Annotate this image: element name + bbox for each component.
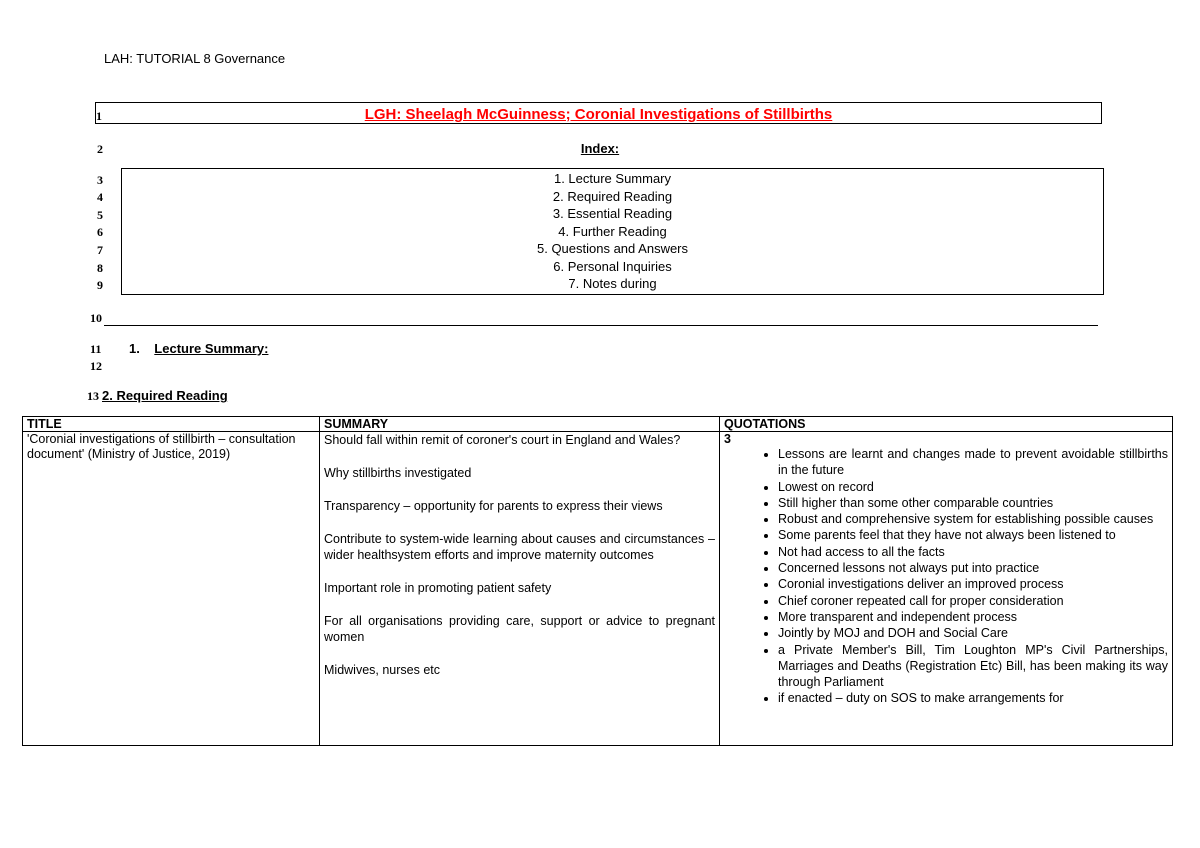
required-reading-table (22, 416, 1173, 746)
title-box (95, 102, 1102, 124)
section-required-reading (102, 388, 228, 403)
quotation-item: • Coronial investigations deliver an improved process (778, 576, 1168, 592)
line-number: 5 (97, 208, 103, 222)
quotation-item: • Chief coroner repeated call for proper consideration (778, 593, 1168, 609)
quotation-item: • Not had access to all the facts (778, 544, 1168, 560)
line-number: 10 (90, 311, 102, 325)
line-number: 3 (97, 173, 103, 187)
quotation-item: • Concerned lessons not always put into practice (778, 560, 1168, 576)
quotations-list (724, 446, 1168, 707)
index-item: 1. Lecture Summary (553, 171, 672, 186)
index-item: 3. Essential Reading (552, 206, 673, 221)
quotation-item: • Still higher than some other comparable countries (778, 495, 1168, 511)
quotation-item: • Lowest on record (778, 479, 1168, 495)
table-header-row (23, 417, 1173, 432)
table-row (23, 432, 1173, 746)
line-number: 6 (97, 225, 103, 239)
index-item: 6. Personal Inquiries (553, 259, 672, 274)
table-header-title: TITLE (23, 417, 320, 432)
index-item: 2. Required Reading (552, 189, 673, 204)
section-label: 2. Required Reading (102, 388, 228, 403)
summary-point: Midwives, nurses etc (324, 663, 441, 677)
summary-point: Transparency – opportunity for parents to express their views (324, 499, 663, 513)
horizontal-rule (104, 325, 1098, 326)
line-number: 8 (97, 261, 103, 275)
index-box (121, 168, 1104, 295)
table-header-quotations: QUOTATIONS (720, 417, 1173, 432)
document-header: LAH: TUTORIAL 8 Governance (104, 51, 286, 66)
line-number: 9 (97, 278, 103, 292)
line-number: 7 (97, 243, 103, 257)
index-item: 4. Further Reading (558, 224, 667, 239)
line-number: 1 (96, 109, 102, 123)
title-cell: 'Coronial investigations of stillbirth – consultation document' (Ministry of Justice, 2019) (23, 432, 320, 746)
index-item: 5. Questions and Answers (536, 241, 689, 256)
quotation-item: • Robust and comprehensive system for establishing possible causes (778, 511, 1168, 527)
section-label: Lecture Summary: (154, 341, 269, 356)
index-item: 7. Notes during (568, 276, 657, 291)
summary-point: Contribute to system-wide learning about causes and circumstances – wider healthsystem efforts and improve maternity outcomes (324, 532, 715, 562)
quotations-cell (720, 432, 1173, 746)
section-number: 1. (129, 341, 140, 356)
line-number: 13 (87, 389, 99, 403)
line-number: 4 (97, 190, 103, 204)
summary-point: Should fall within remit of coroner's court in England and Wales? (324, 433, 681, 447)
document-title: LGH: Sheelagh McGuinness; Coronial Investigations of Stillbirths (364, 106, 833, 123)
index-label: Index: (580, 141, 620, 156)
quotation-item: • a Private Member's Bill, Tim Loughton MP's Civil Partnerships, Marriages and Deaths (Registration Etc) Bill, has been making its way through Parliament (778, 642, 1168, 691)
quotations-number: 3 (724, 432, 731, 446)
line-number: 11 (90, 342, 102, 356)
summary-point: For all organisations providing care, support or advice to pregnant women (324, 614, 715, 644)
quotation-item: • Jointly by MOJ and DOH and Social Care (778, 625, 1168, 641)
quotation-item: • More transparent and independent process (778, 609, 1168, 625)
quotation-item: • Some parents feel that they have not always been listened to (778, 527, 1168, 543)
line-number: 2 (97, 142, 103, 156)
quotation-item: • Lessons are learnt and changes made to prevent avoidable stillbirths in the future (778, 446, 1168, 479)
summary-cell (320, 432, 720, 746)
summary-point: Why stillbirths investigated (324, 466, 472, 480)
line-number: 12 (90, 359, 102, 373)
quotation-item: • if enacted – duty on SOS to make arrangements for (778, 690, 1168, 706)
summary-point: Important role in promoting patient safety (324, 581, 552, 595)
section-lecture-summary (129, 341, 268, 356)
table-header-summary: SUMMARY (320, 417, 720, 432)
